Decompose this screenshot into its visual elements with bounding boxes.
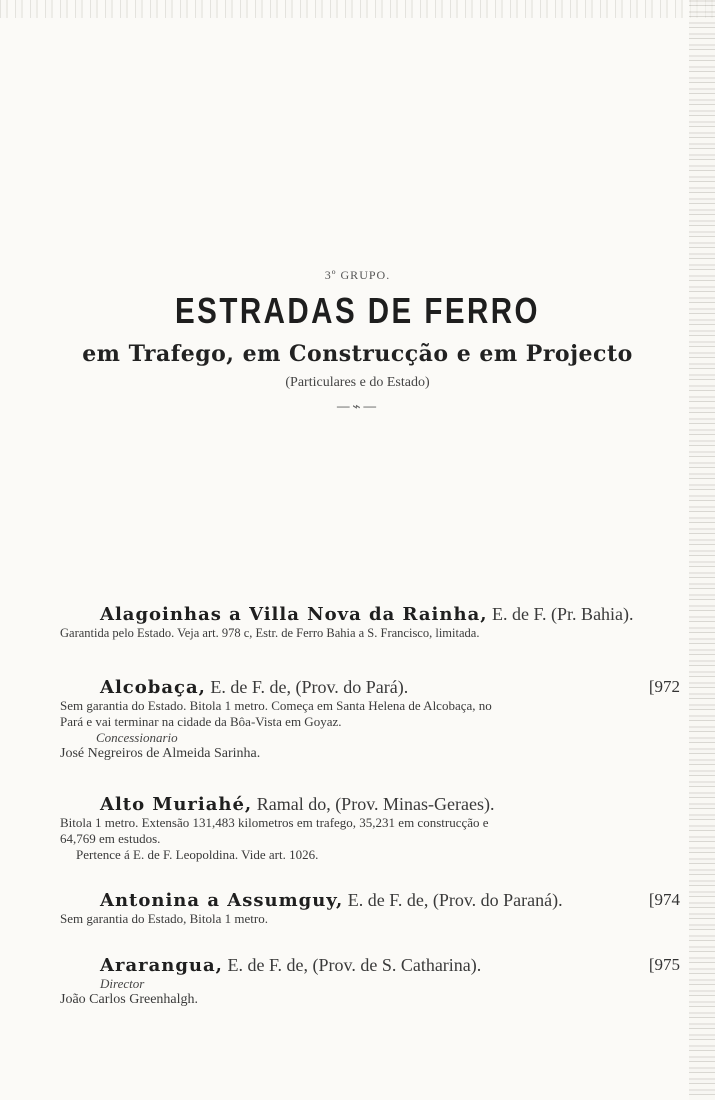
entry-text-line: Garantida pelo Estado. Veja art. 978 c, Estr. de Ferro Bahia a S. Francisco, limitada. — [60, 626, 480, 640]
page-title: ESTRADAS DE FERRO — [175, 290, 540, 331]
entry-heading — [60, 794, 680, 815]
entry-text-line: Sem garantia do Estado. Bitola 1 metro. Começa em Santa Helena de Alcobaça, no — [60, 698, 492, 713]
entry-desc: Ramal do, (Prov. Minas-Geraes). — [252, 794, 495, 814]
entry-name: Alto Muriahé, — [100, 794, 253, 815]
entry-alto-muriahe — [60, 794, 680, 863]
entry-reference-number: [972 — [648, 677, 680, 696]
entry-text-line: Sem garantia do Estado, Bitola 1 metro. — [60, 911, 268, 926]
entry-alcobaca — [60, 677, 680, 762]
section-header — [0, 268, 715, 415]
entry-heading — [60, 955, 680, 976]
entry-text-line: 64,769 em estudos. — [60, 831, 161, 846]
group-label: 3º GRUPO. — [324, 268, 391, 282]
entry-desc: E. de F. de, (Prov. do Pará). — [205, 677, 409, 697]
entry-role: Concessionario — [96, 730, 178, 745]
entry-alagoinhas — [60, 604, 680, 641]
entry-antonina — [60, 890, 680, 927]
entry-name: Antonina a Assumguy, — [100, 890, 344, 911]
entry-role: Director — [100, 976, 145, 991]
scan-edge-top — [0, 0, 715, 18]
entry-extra-line: Pertence á E. de F. Leopoldina. Vide art. 1026. — [76, 847, 319, 862]
entry-name: Ararangua, — [100, 955, 223, 976]
ornament-divider: —⌁— — [336, 399, 379, 415]
entry-heading — [60, 890, 680, 911]
entry-name: Alcobaça, — [100, 677, 206, 698]
entry-desc: E. de F. de, (Prov. de S. Catharina). — [222, 955, 482, 975]
entry-ararangua — [60, 955, 680, 1008]
entry-heading — [60, 604, 680, 625]
page-subtitle: em Trafego, em Construcção e em Projecto — [82, 341, 633, 367]
entry-name: Alagoinhas a Villa Nova da Rainha, — [100, 604, 488, 625]
entry-text-line: Pará e vai terminar na cidade da Bôa-Vista em Goyaz. — [60, 714, 342, 729]
entry-heading — [60, 677, 680, 698]
entry-reference-number: [974 — [648, 890, 680, 909]
header-note: (Particulares e do Estado) — [285, 375, 430, 390]
scan-edge-right — [689, 0, 715, 1100]
entry-person: José Negreiros de Almeida Sarinha. — [60, 746, 261, 761]
entry-desc: E. de F. (Pr. Bahia). — [487, 604, 634, 624]
entry-person: João Carlos Greenhalgh. — [60, 992, 199, 1007]
entry-desc: E. de F. de, (Prov. do Paraná). — [343, 890, 563, 910]
entry-text-line: Bitola 1 metro. Extensão 131,483 kilometros em trafego, 35,231 em construcção e — [60, 815, 489, 830]
entry-reference-number: [975 — [648, 955, 680, 974]
